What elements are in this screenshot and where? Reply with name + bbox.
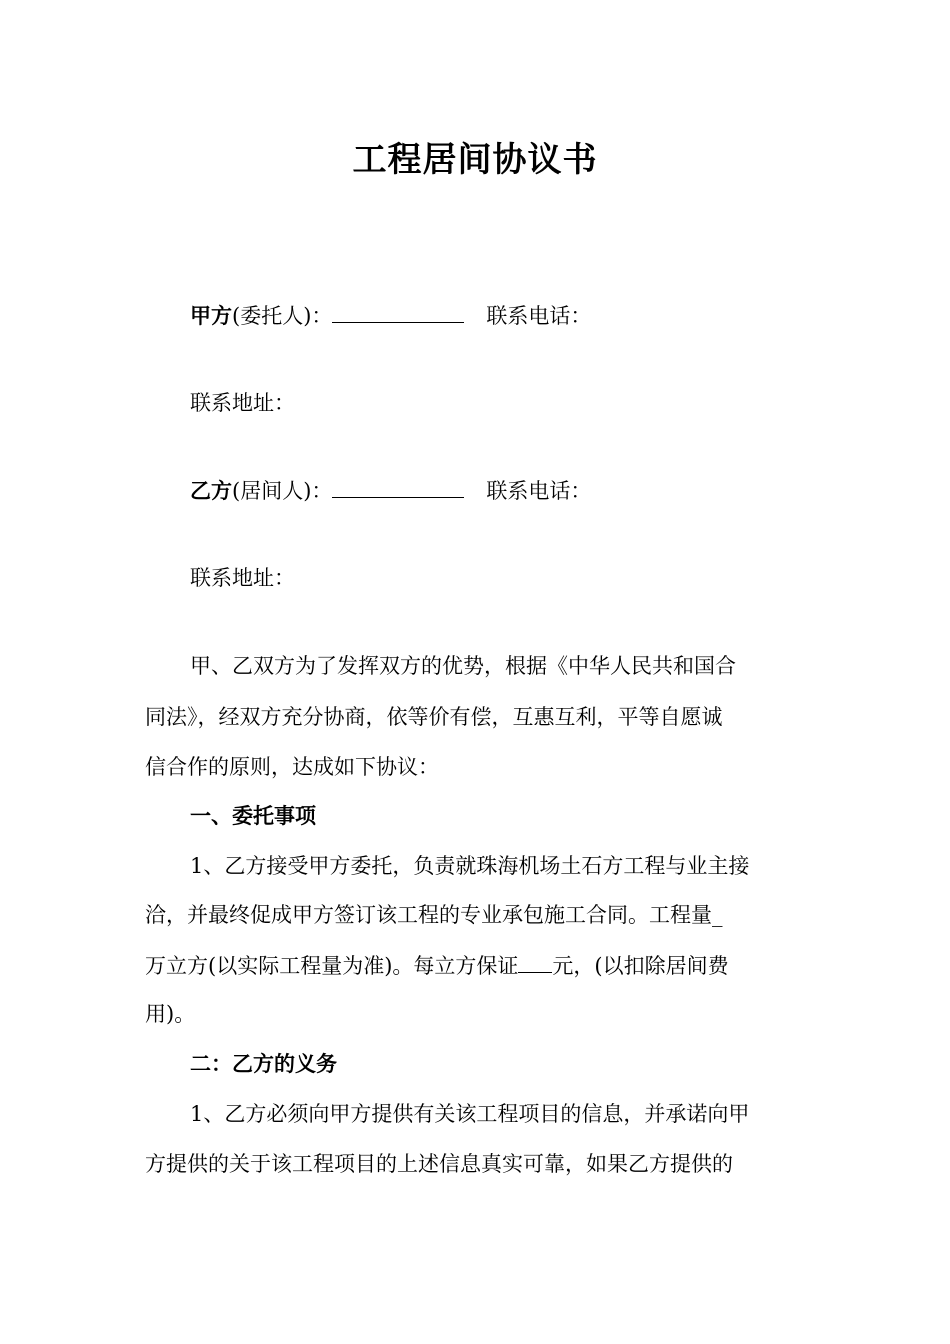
document-title: 工程居间协议书	[352, 140, 598, 180]
preamble-line-1: 甲、乙双方为了发挥双方的优势，根据《中华人民共和国合	[190, 654, 736, 678]
preamble-line-2: 同法》，经双方充分协商，依等价有偿，互惠互利，平等自愿诚	[145, 705, 723, 729]
party-b-name-blank	[332, 475, 464, 498]
party-b-address-label: 联系地址：	[190, 566, 295, 590]
party-a-phone-label: 联系电话：	[486, 304, 592, 328]
party-a-role: 甲方	[190, 303, 232, 328]
section-1-line-2: 洽，并最终促成甲方签订该工程的专业承包施工合同。工程量_	[145, 903, 723, 927]
party-a-role-note: (委托人)：	[232, 304, 333, 328]
preamble-line-3: 信合作的原则，达成如下协议：	[145, 755, 439, 779]
party-a-address-label: 联系地址：	[190, 391, 295, 415]
party-b-role-note: (居间人)：	[232, 479, 333, 503]
section-1-heading: 一、委托事项	[190, 803, 316, 828]
section-2-line-2: 方提供的关于该工程项目的上述信息真实可靠，如果乙方提供的	[145, 1152, 733, 1176]
section-2-heading: 二：乙方的义务	[190, 1051, 337, 1076]
price-blank	[518, 950, 552, 973]
party-a-name-blank	[332, 300, 464, 323]
party-b-role: 乙方	[190, 478, 232, 503]
section-1-line-1: 1、乙方接受甲方委托，负责就珠海机场土石方工程与业主接	[190, 854, 750, 878]
party-b-line	[190, 475, 591, 506]
section-1-line-3-part1: 万立方(以实际工程量为准)。每立方保证	[145, 954, 519, 978]
section-1-line-3	[145, 950, 805, 981]
section-2-line-1: 1、乙方必须向甲方提供有关该工程项目的信息，并承诺向甲	[190, 1102, 750, 1126]
party-a-line	[190, 300, 591, 331]
section-1-line-4: 用)。	[145, 1002, 196, 1026]
party-b-phone-label: 联系电话：	[486, 479, 592, 503]
section-1-line-3-part2: 元，(以扣除居间费	[552, 954, 729, 978]
